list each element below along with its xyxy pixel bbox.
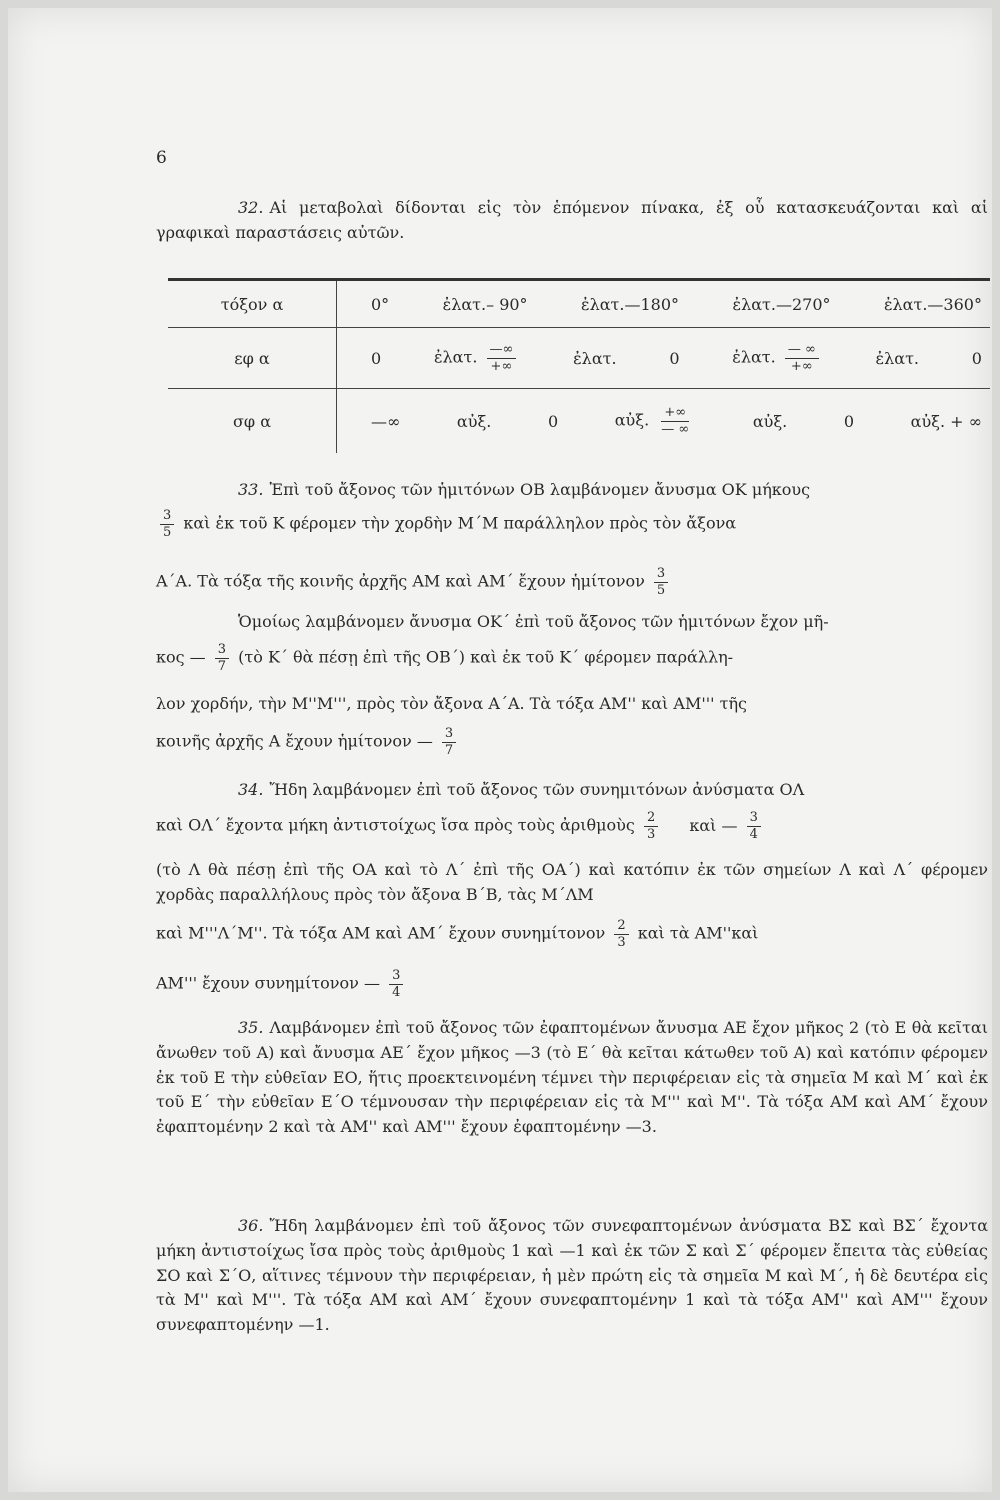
- table-cell: 0°: [371, 294, 390, 314]
- paragraph-33-line-1: 33. Ἐπὶ τοῦ ἄξονος τῶν ἡμιτόνων ΟΒ λαμβάνομεν ἄνυσμα ΟΚ μήκους: [238, 480, 811, 499]
- paragraph-34-line-2: καὶ ΟΛ΄ ἔχοντα μήκη ἀντιστοίχως ἴσα πρὸς τοὺς ἀριθμοὺς $\frac{2}{3}$ καὶ — $\frac{3}{4}$: [156, 810, 765, 842]
- paragraph-33-line-7: κοινῆς ἀρχῆς Α ἔχουν ἡμίτονον — $\frac{3}{7}$: [156, 726, 460, 758]
- paragraph-number: 32.: [238, 198, 264, 217]
- fraction: $\frac{2}{3}$: [644, 810, 658, 842]
- fraction: $\frac{— \infty}{+\infty}$: [785, 342, 819, 374]
- fraction: $\frac{3}{7}$: [215, 642, 229, 674]
- fraction: $\frac{3}{4}$: [389, 968, 403, 1000]
- fraction: $\frac{3}{5}$: [654, 566, 668, 598]
- fraction: $\frac{—\infty}{+\infty}$: [487, 342, 517, 374]
- table-cell: ἐλατ. $\frac{—\infty}{+\infty}$: [434, 342, 520, 374]
- table-cell: ἐλατ.: [875, 348, 919, 368]
- paragraph-33-line-2: $\frac{3}{5}$ καὶ ἐκ τοῦ Κ φέρομεν τὴν χορδὴν Μ΄Μ παράλληλον πρὸς τὸν ἄξονα: [156, 508, 736, 540]
- table-cell: 0: [669, 348, 680, 368]
- paragraph-34-line-1: 34. Ἤδη λαμβάνομεν ἐπὶ τοῦ ἄξονος τῶν συνημιτόνων ἀνύσματα ΟΛ: [238, 780, 805, 799]
- paragraph-33-line-3: Α΄Α. Τὰ τόξα τῆς κοινῆς ἀρχῆς ΑΜ καὶ ΑΜ΄ ἔχουν ἡμίτονον $\frac{3}{5}$: [156, 566, 672, 598]
- table-cell: αὐξ.: [456, 411, 492, 431]
- row-label: τόξον α: [168, 280, 337, 328]
- paragraph-33-line-5: κος — $\frac{3}{7}$ (τὸ Κ΄ θὰ πέσῃ ἐπὶ τῆς ΟΒ΄) καὶ ἐκ τοῦ Κ΄ φέρομεν παράλλη-: [156, 642, 734, 674]
- paragraph-34-line-5: ΑΜ''' ἔχουν συνημίτονον — $\frac{3}{4}$: [156, 968, 407, 1000]
- table-cell: αὐξ. + ∞: [910, 411, 982, 431]
- table-cell: 0: [843, 411, 855, 431]
- table-row-tan: [168, 328, 990, 389]
- table-cell: ἐλατ.—180°: [581, 294, 680, 314]
- fraction: $\frac{3}{7}$: [442, 726, 456, 758]
- table-cell: αὐξ.: [752, 411, 788, 431]
- page: [8, 8, 992, 1492]
- table-cell: ἐλατ.—360°: [883, 294, 982, 314]
- fraction: $\frac{3}{5}$: [160, 508, 174, 540]
- table-cell: ἐλατ.—270°: [732, 294, 831, 314]
- table-cell: 0: [971, 348, 982, 368]
- variation-table: [168, 278, 990, 453]
- page-number: 6: [156, 148, 167, 168]
- table-cell: 0: [371, 348, 382, 368]
- table-row-cot: [168, 389, 990, 454]
- paragraph-35: 35. Λαμβάνομεν ἐπὶ τοῦ ἄξονος τῶν ἐφαπτομένων ἄνυσμα ΑΕ ἔχον μῆκος 2 (τὸ Ε θὰ κεῖται ἄνωθεν τοῦ Α) καὶ ἄνυσμα ΑΕ΄ ἔχον μῆκος —3 (τὸ Ε΄ θὰ κεῖται κάτωθεν τοῦ Α) καὶ κατόπιν φέρομεν ἐκ τοῦ Ε τὴν εὐθεῖαν ΕΟ, ἥτις προεκτεινομένη τέμνει τὴν περιφέρειαν εἰς τὰ σημεῖα Μ καὶ Μ΄ καὶ ἐκ τοῦ Ε΄ τὴν εὐθεῖαν Ε΄Ο τέμνουσαν τὴν περιφέρειαν εἰς τὰ Μ''' καὶ Μ''. Τὰ τόξα ΑΜ καὶ ΑΜ΄ ἔχουν ἐφαπτομένην 2 καὶ τὰ ΑΜ'' καὶ ΑΜ''' ἔχουν ἐφαπτομένην —3.: [156, 1018, 988, 1137]
- table-cell: ἐλατ. $\frac{— \infty}{+\infty}$: [732, 342, 823, 374]
- paragraph-33-line-4: Ὁμοίως λαμβάνομεν ἄνυσμα ΟΚ΄ ἐπὶ τοῦ ἄξονος τῶν ἡμιτόνων ἔχον μῆ-: [238, 612, 829, 631]
- fraction: $\frac{+\infty}{— \infty}$: [661, 404, 690, 437]
- fraction: $\frac{2}{3}$: [614, 918, 628, 950]
- table-row-arc: [168, 280, 990, 328]
- row-label: εφ α: [168, 328, 337, 389]
- row-label: σφ α: [168, 389, 337, 454]
- table-cell: ἐλατ.– 90°: [442, 294, 528, 314]
- table-cell: αὐξ. $\frac{+\infty}{— \infty}$: [615, 405, 697, 437]
- paragraph-36: 36. Ἤδη λαμβάνομεν ἐπὶ τοῦ ἄξονος τῶν συνεφαπτομένων ἀνύσματα ΒΣ καὶ ΒΣ΄ ἔχοντα μήκη ἀντιστοίχως ἴσα πρὸς τοὺς ἀριθμοὺς 1 καὶ —1 καὶ ἐκ τῶν Σ καὶ Σ΄ φέρομεν ἔπειτα τὰς εὐθείας ΣΟ καὶ Σ΄Ο, αἵτινες τέμνουν τὴν περιφέρειαν, ἡ μὲν πρώτη εἰς τὰ σημεῖα Μ καὶ Μ΄, ἡ δὲ δευτέρα εἰς τὰ Μ'' καὶ Μ'''. Τὰ τόξα ΑΜ καὶ ΑΜ΄ ἔχουν συνεφαπτομένην 1 καὶ τὰ τόξα ΑΜ'' καὶ ΑΜ''' ἔχουν συνεφαπτομένην —1.: [156, 1216, 988, 1335]
- table-cell: 0: [547, 411, 559, 431]
- fraction: $\frac{3}{4}$: [747, 810, 761, 842]
- paragraph-text: Αἱ μεταβολαὶ δίδονται εἰς τὸν ἑπόμενον πίνακα, ἐξ οὗ κατασκευάζονται καὶ αἱ γραφικαὶ παραστάσεις αὐτῶν.: [156, 198, 988, 242]
- paragraph-32: [156, 196, 988, 246]
- table-cell: ἐλατ.: [573, 348, 617, 368]
- paragraph-34-line-4: καὶ Μ'''Λ΄Μ''. Τὰ τόξα ΑΜ καὶ ΑΜ΄ ἔχουν συνημίτονον $\frac{2}{3}$ καὶ τὰ ΑΜ''καὶ: [156, 918, 759, 950]
- paragraph-34-line-3: (τὸ Λ θὰ πέσῃ ἐπὶ τῆς ΟΑ καὶ τὸ Λ΄ ἐπὶ τῆς ΟΑ΄) καὶ κατόπιν ἐκ τῶν σημείων Λ καὶ Λ΄ φέρομεν χορδὰς παραλλήλους πρὸς τὸν ἄξονα Β΄Β, τὰς Μ΄ΛΜ: [156, 860, 988, 904]
- paragraph-33-line-6: λον χορδήν, τὴν Μ''Μ''', πρὸς τὸν ἄξονα Α΄Α. Τὰ τόξα ΑΜ'' καὶ ΑΜ''' τῆς: [156, 694, 748, 713]
- table-cell: —∞: [371, 411, 401, 431]
